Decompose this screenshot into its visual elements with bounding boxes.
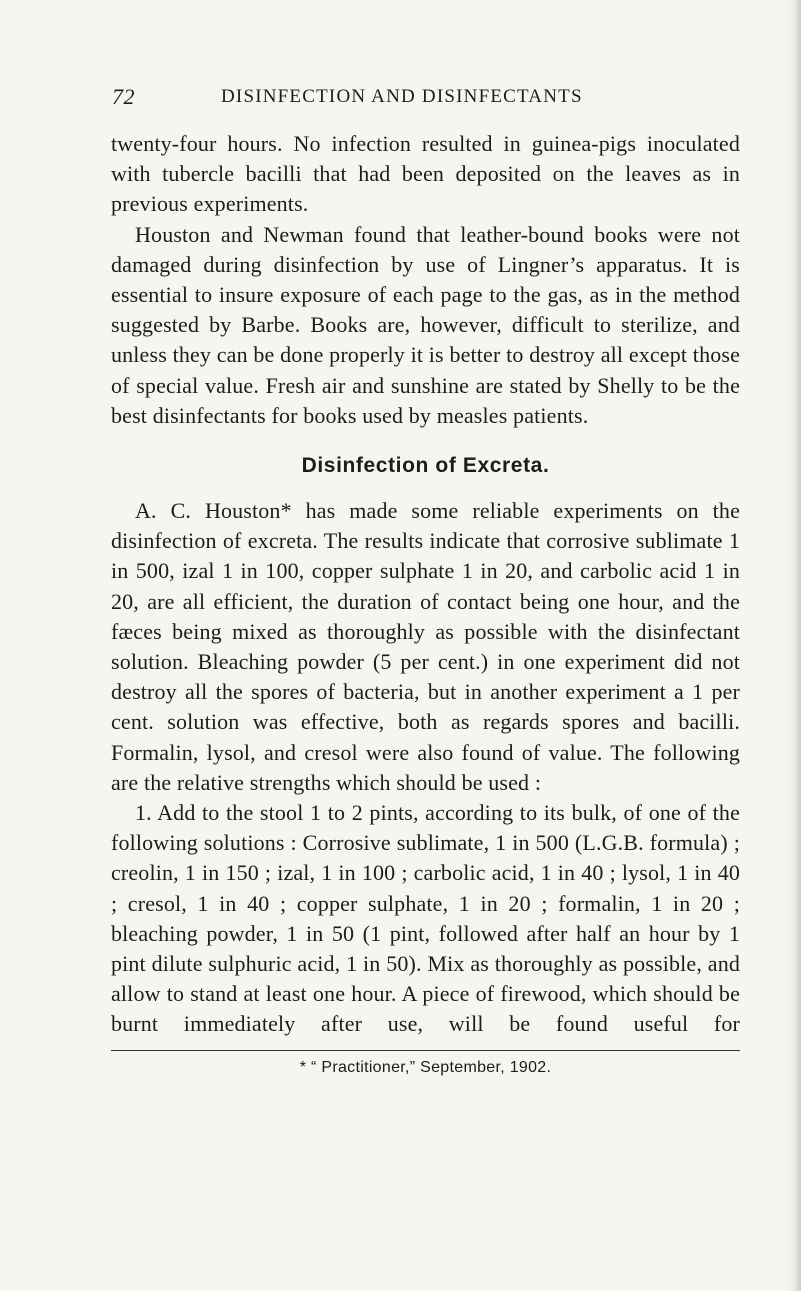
body-paragraph-books: Houston and Newman found that leather-bound books were not damaged during disinfection by use of Lingner’s apparatus. It is essential to insure exposure of each page to the gas, as in the method suggested by Barbe. Books are, however, difficult to sterilize, and unless they can be done properly it is better to destroy all except those of special value. Fresh air and sunshine are stated by Shelly to be the best disinfectants for books used by measles patients. xyxy=(111,221,740,428)
body-paragraph-instructions: 1. Add to the stool 1 to 2 pints, according to its bulk, of one of the following solutions : Corrosive sublimate, 1 in 500 (L.G.B. formula) ; creolin, 1 in 150 ; izal, 1 in 100 ; carbolic acid, 1 in 40 ; lysol, 1 in 40 ; cresol, 1 in 40 ; copper sulphate, 1 in 20 ; formalin, 1 in 20 ; bleaching powder, 1 in 50 (1 pint, followed after half an hour by 1 pint dilute sulphuric acid, 1 in 50). Mix as thoroughly as possible, and allow to stand at least one hour. A piece of firewood, which should be burnt immediately after use, will be found useful for xyxy=(111,800,740,1037)
book-page xyxy=(111,70,740,1077)
footnote-rule xyxy=(111,1050,740,1051)
body-paragraph-excreta: A. C. Houston* has made some reliable experiments on the disinfection of excreta. The results indicate that corrosive sublimate 1 in 500, izal 1 in 100, copper sulphate 1 in 20, and carbolic acid 1 in 20, are all efficient, the duration of contact being one hour, and the fæces being mixed as thoroughly as possible with the disinfectant solution. Bleaching powder (5 per cent.) in one experiment did not destroy all the spores of bacteria, but in another experiment a 1 per cent. solution was effective, both as regards spores and bacilli. Formalin, lysol, and cresol were also found of value. The following are the relative strengths which should be used : xyxy=(111,498,740,795)
footnote: * “ Practitioner,” September, 1902. xyxy=(299,1058,552,1076)
section-heading: Disinfection of Excreta. xyxy=(301,454,550,478)
running-title: DISINFECTION AND DISINFECTANTS xyxy=(221,86,583,107)
page-edge-shadow xyxy=(787,0,801,1291)
page-number: 72 xyxy=(112,84,135,109)
running-head xyxy=(111,70,740,116)
body-paragraph-continuation: twenty-four hours. No infection resulted in guinea-pigs inoculated with tubercle bacilli that had been deposited on the leaves as in previous experiments. xyxy=(111,131,740,217)
